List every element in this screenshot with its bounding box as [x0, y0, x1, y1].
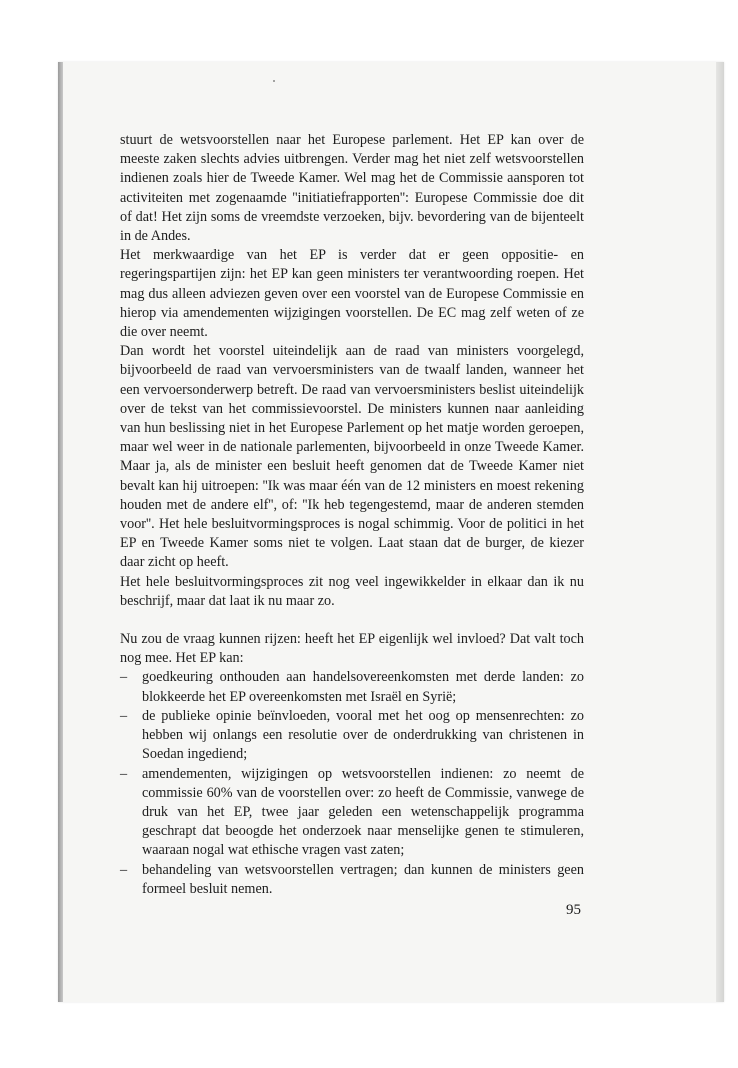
list-item-text: amendementen, wijzigingen op wetsvoorstellen indienen: zo neemt de commissie 60% van de voorstellen over: zo heeft de Commissie, vanwege de druk van het EP, twee jaar geleden een wetenschappelijk programma geschrapt dat beoogde het onderzoek naar menselijke genen te stimuleren, waaraan nogal wat ethische vragen vast zaten; [142, 765, 584, 859]
list-item-text: de publieke opinie beïnvloeden, vooral met het oog op mensenrechten: zo hebben wij onlangs een resolutie over de onderdrukking van christenen in Soedan ingediend; [142, 707, 584, 763]
paragraph: Dan wordt het voorstel uiteindelijk aan de raad van ministers voorgelegd, bijvoorbeeld de raad van vervoersministers van de twaalf landen, wanneer het een vervoersonderwerp betreft. De raad van vervoersministers beslist uiteindelijk over de tekst van het commissievoorstel. De ministers kunnen naar aanleiding van hun beslissing niet in het Europese Parlement op het matje worden geroepen, maar wel weer in de nationale parlementen, bijvoorbeeld in onze Tweede Kamer. Maar ja, als de minister een besluit heeft genomen dat de Tweede Kamer niet bevalt kan hij uitroepen: ''Ik was maar één van de 12 ministers en moest rekening houden met de andere elf'', of: ''Ik heb tegengestemd, maar de anderen stemden voor''. Het hele besluitvormingsproces is nogal schimmig. Voor de politici in het EP en Tweede Kamer soms niet te volgen. Laat staan dat de burger, de kiezer daar zicht op heeft. [120, 343, 584, 571]
page-right-edge [716, 62, 724, 1002]
list-intro: Nu zou de vraag kunnen rijzen: heeft het EP eigenlijk wel invloed? Dat valt toch nog mee. Het EP kan: [120, 631, 584, 667]
dash-marker: – [120, 861, 128, 878]
body-text [120, 131, 584, 899]
dash-marker: – [120, 765, 128, 782]
paragraph: stuurt de wetsvoorstellen naar het Europese parlement. Het EP kan over de meeste zaken slechts advies uitbrengen. Verder mag het niet zelf wetsvoorstellen indienen zoals hier de Tweede Kamer. Wel mag het de Commissie aansporen tot activiteiten met zogenaamde ''initiatiefrapporten'': Europese Commissie doe dit of dat! Het zijn soms de vreemdste verzoeken, bijv. bevordering van de bijenteelt in de Andes. [120, 132, 584, 245]
scan-speck [273, 80, 275, 82]
list-item [120, 765, 584, 861]
paragraph: Het merkwaardige van het EP is verder dat er geen oppositie- en regeringspartijen zijn: het EP kan geen ministers ter verantwoording roepen. Het mag dus alleen adviezen geven over een voorstel van de Europese Commissie en hierop via amendementen wijzigingen voorstellen. De EC mag zelf weten of ze die over neemt. [120, 247, 584, 341]
list-item-text: goedkeuring onthouden aan handelsovereenkomsten met derde landen: zo blokkeerde het EP overeenkomsten met Israël en Syrië; [142, 669, 584, 705]
list-item-text: behandeling van wetsvoorstellen vertragen; dan kunnen de ministers geen formeel besluit nemen. [142, 861, 584, 897]
list-item [120, 668, 584, 706]
bullet-list [120, 668, 584, 898]
dash-marker: – [120, 707, 128, 724]
list-item [120, 861, 584, 899]
dash-marker: – [120, 669, 128, 686]
paragraph-gap [120, 611, 584, 630]
paragraph: Het hele besluitvormingsproces zit nog veel ingewikkelder in elkaar dan ik nu beschrijf, maar dat laat ik nu maar zo. [120, 573, 584, 609]
page-number: 95 [566, 902, 581, 918]
page-binding-edge [58, 62, 63, 1002]
list-item [120, 707, 584, 765]
